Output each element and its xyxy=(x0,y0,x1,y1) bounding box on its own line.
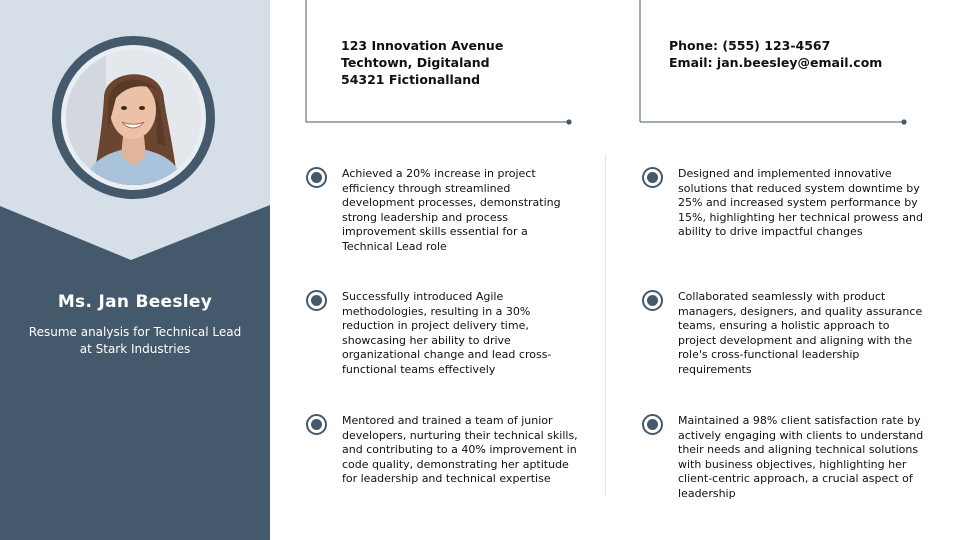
achievement-text: Designed and implemented innovative solutions that reduced system downtime by 25% and increased system performance by 15%, highlighting her technical prowess and ability to drive impactful changes xyxy=(678,167,923,239)
achievement-text: Achieved a 20% increase in project efficiency through streamlined development processes, demonstrating strong leadership and process improvement skills essential for a Technical Lead role xyxy=(342,167,561,253)
email-address: Email: jan.beesley@email.com xyxy=(669,55,883,70)
column-divider xyxy=(605,154,606,496)
achievement-text: Successfully introduced Agile methodologies, resulting in a 30% reduction in project delivery time, showcasing her ability to drive organizational change and lead cross-functional teams effectively xyxy=(342,290,552,376)
achievement-item xyxy=(306,414,580,487)
achievement-item xyxy=(306,167,580,255)
profile-photo xyxy=(66,50,201,185)
resume-subtitle: Resume analysis for Technical Lead at Stark Industries xyxy=(28,325,242,356)
achievement-text: Maintained a 98% client satisfaction rate by actively engaging with clients to understand their needs and aligning technical solutions with business objectives, highlighting her client-centric approach, a crucial aspect of leadership xyxy=(678,414,924,500)
achievement-item xyxy=(306,290,580,378)
candidate-name: Ms. Jan Beesley xyxy=(57,292,213,312)
address-line-2: Techtown, Digitaland xyxy=(341,55,490,70)
bullet-icon xyxy=(306,290,327,311)
bullet-icon xyxy=(306,167,327,188)
bullet-icon xyxy=(642,167,663,188)
achievement-item xyxy=(642,414,930,502)
bullet-icon xyxy=(306,414,327,435)
avatar xyxy=(52,36,215,199)
profile-panel xyxy=(0,0,270,540)
achievement-text: Collaborated seamlessly with product managers, designers, and quality assurance teams, ensuring a holistic approach to project development and aligning with the role's cross-functional leadership requirements xyxy=(678,290,923,376)
bullet-icon xyxy=(642,290,663,311)
achievement-item xyxy=(642,167,930,240)
phone-number: Phone: (555) 123-4567 xyxy=(669,38,831,53)
address-line-3: 54321 Fictionalland xyxy=(341,72,481,87)
bullet-icon xyxy=(642,414,663,435)
achievement-text: Mentored and trained a team of junior developers, nurturing their technical skills, and contributing to a 40% improvement in code quality, demonstrating her aptitude for leadership and technical expertise xyxy=(342,414,578,486)
achievement-item xyxy=(642,290,930,378)
address-block xyxy=(341,37,503,88)
address-line-1: 123 Innovation Avenue xyxy=(341,38,504,53)
contact-block xyxy=(669,37,882,71)
